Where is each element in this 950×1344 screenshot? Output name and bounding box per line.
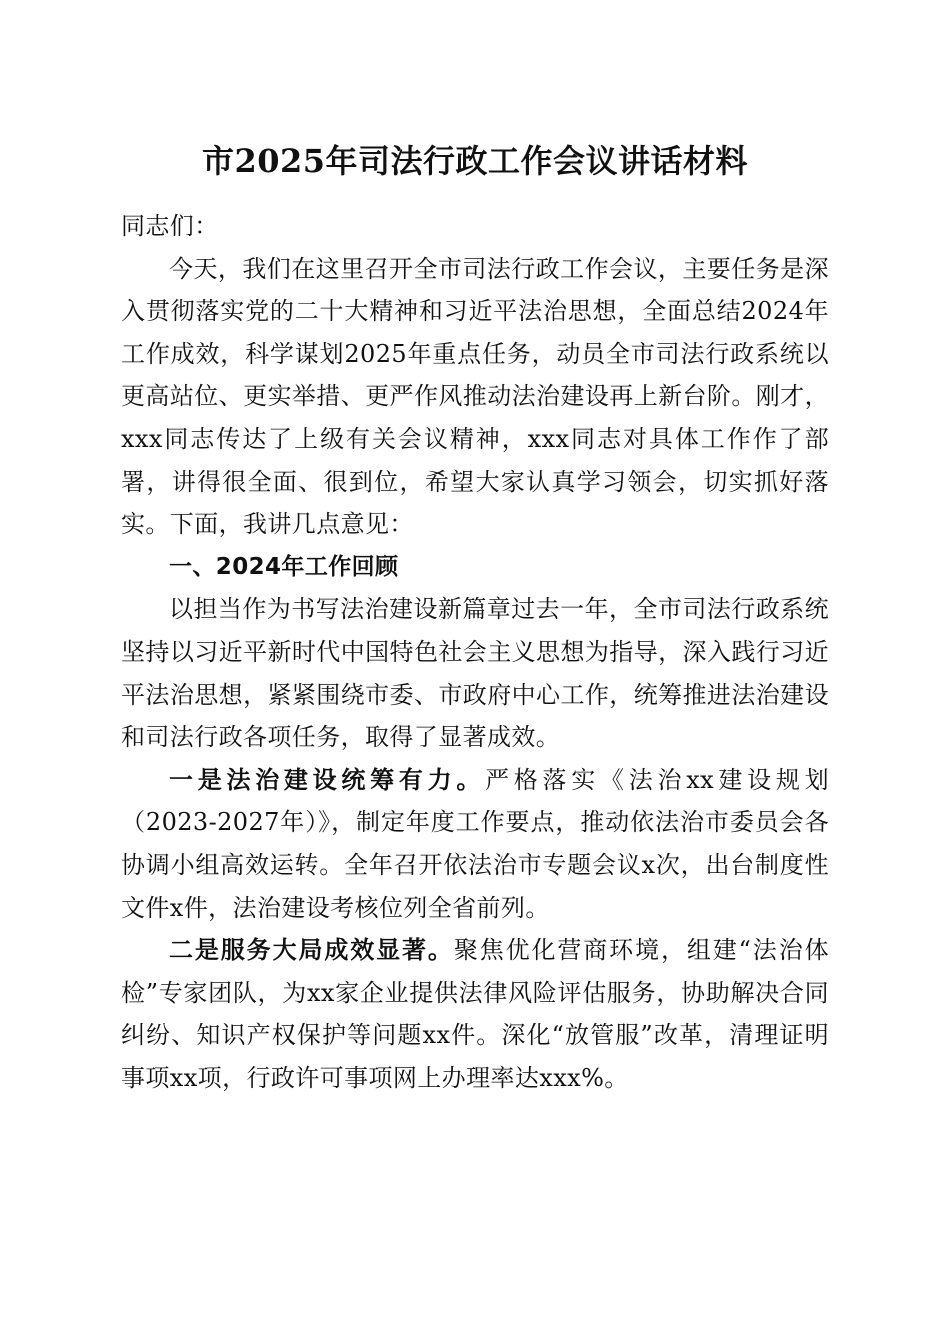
point-one-lead: 一是法治建设统筹有力。 [169, 764, 486, 794]
point-two-text: 聚焦优化营商环境，组建“法治体检”专家团队，为xx家企业提供法律风险评估服务，协助解决合同纠纷、知识产权保护等问题xx件。深化“放管服”改革，清理证明事项xx项，行政许可事项网上办理率达xxx%。 [121, 936, 829, 1092]
section-summary-paragraph: 以担当作为书写法治建设新篇章过去一年，全市司法行政系统坚持以习近平新时代中国特色社会主义思想为指导，深入践行习近平法治思想，紧紧围绕市委、市政府中心工作，统筹推进法治建设和司法行政各项任务，取得了显著成效。 [121, 595, 829, 752]
point-two-lead: 二是服务大局成效显著。 [169, 935, 454, 965]
document-body [121, 205, 829, 1099]
document-title: 市2025年司法行政工作会议讲话材料 [201, 142, 749, 180]
point-one-text: 严格落实《法治xx建设规划（2023-2027年）》，制定年度工作要点，推动依法治市委员会各协调小组高效运转。全年召开依法治市专题会议x次，出台制度性文件x件，法治建设考核位列全省前列。 [121, 765, 829, 922]
greeting: 同志们： [121, 212, 219, 240]
point-two-paragraph [121, 929, 829, 1099]
section-heading: 一、2024年工作回顾 [169, 553, 399, 580]
point-one-paragraph [121, 759, 829, 929]
intro-paragraph: 今天，我们在这里召开全市司法行政工作会议，主要任务是深入贯彻落实党的二十大精神和习近平法治思想，全面总结2024年工作成效，科学谋划2025年重点任务，动员全市司法行政系统以更高站位、更实举措、更严作风推动法治建设再上新台阶。刚才，xxx同志传达了上级有关会议精神，xxx同志对具体工作作了部署，讲得很全面、很到位，希望大家认真学习领会，切实抓好落实。下面，我讲几点意见： [121, 254, 829, 539]
